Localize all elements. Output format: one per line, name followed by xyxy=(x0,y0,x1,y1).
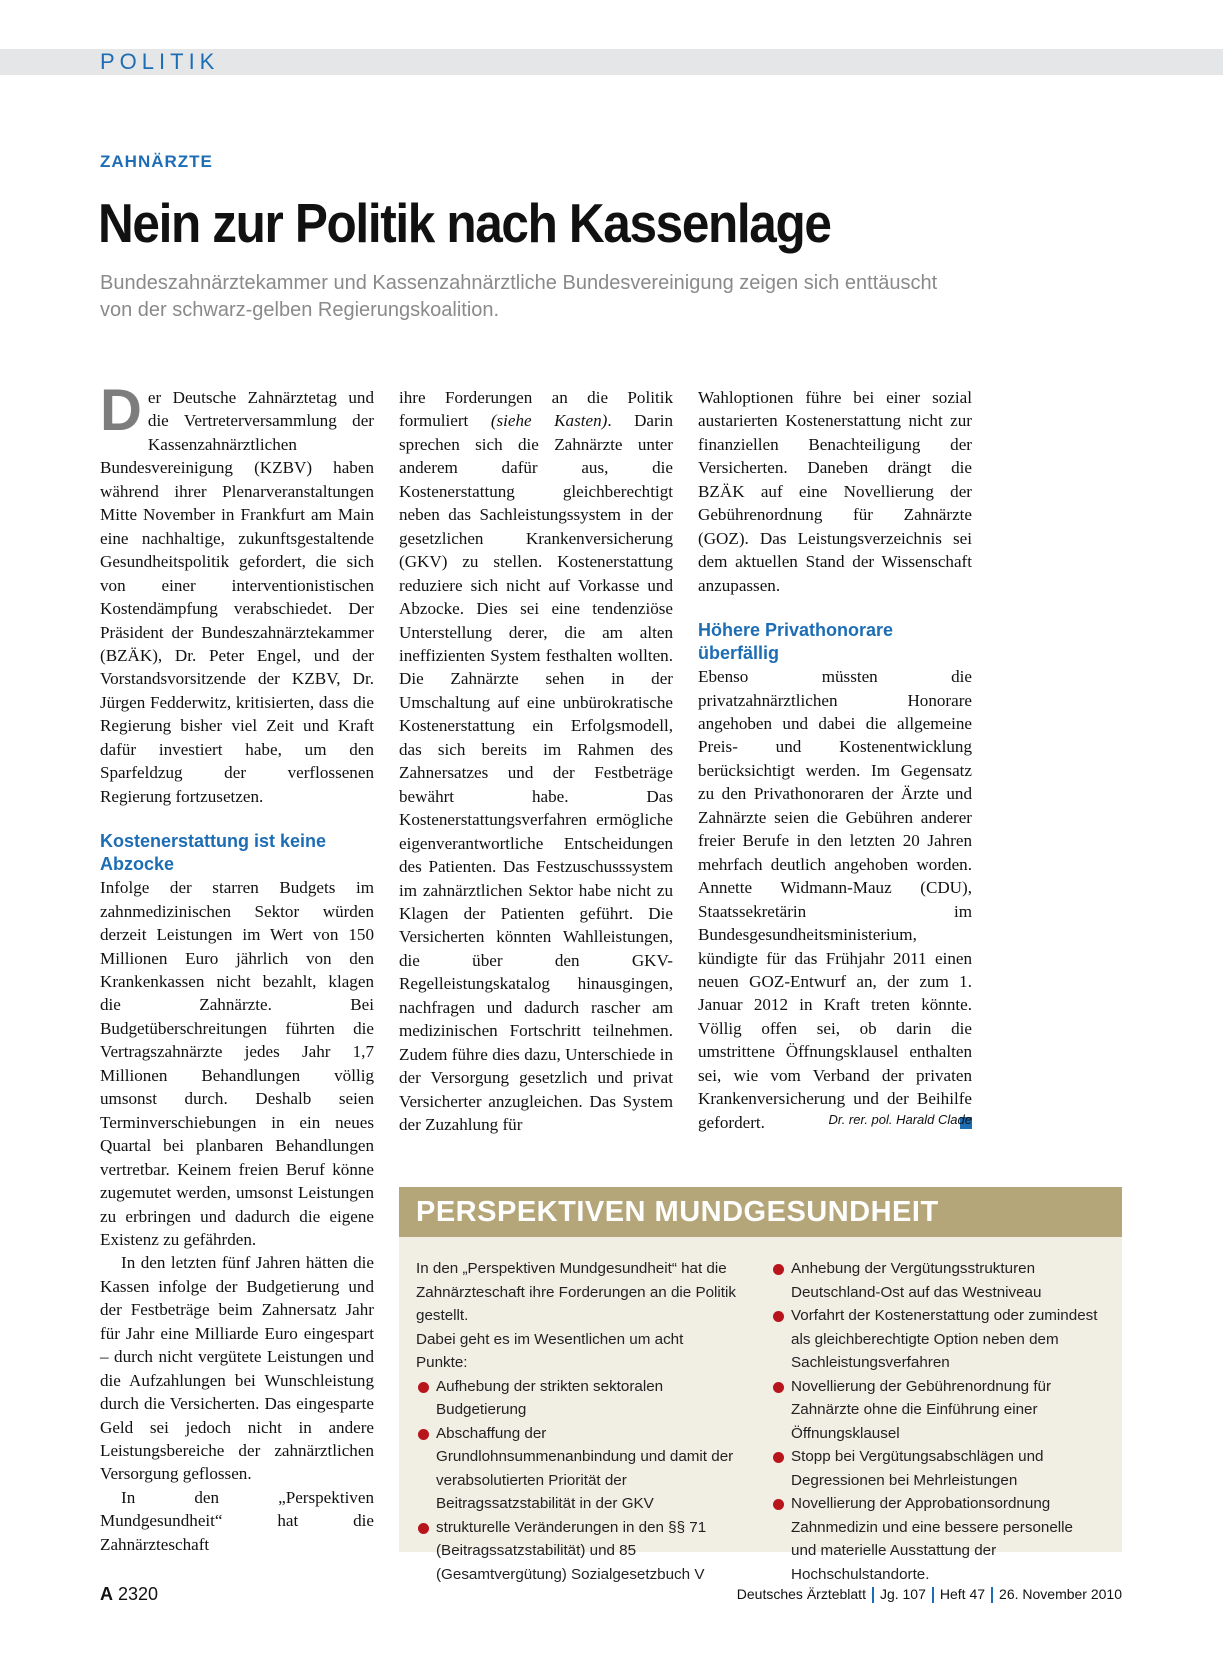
list-item xyxy=(416,1422,736,1516)
list-item-text: Novellierung der Approbationsordnung Zahnmedizin und eine bessere personelle und materielle Ausstattung der Hochschulstandorte. xyxy=(791,1495,1073,1583)
list-item xyxy=(416,1516,736,1587)
separator xyxy=(932,1587,934,1603)
info-box-list xyxy=(771,1257,1101,1586)
info-box xyxy=(399,1237,1122,1583)
info-box-header xyxy=(399,1187,1122,1237)
bullet-icon xyxy=(418,1382,429,1393)
bullet-icon xyxy=(418,1523,429,1534)
paragraph: In den letzten fünf Jahren hätten die Kassen infolge der Budgetierung und der Festbeträge beim Zahnersatz Jahr für Jahr eine Milliarde Euro eingespart – durch nicht vergütete Leistungen und die Aufzahlungen bei Wunschleistung durch die Versicherten. Das eingesparte Geld sei jedoch nicht in andere Leistungsbereiche der zahnärztlichen Versorgung geflossen. xyxy=(100,1253,374,1484)
paragraph: Infolge der starren Budgets im zahnmedizinischen Sektor würden derzeit Leistungen im Wert von 150 Millionen Euro jährlich von den Krankenkassen nicht bezahlt, klagen die Zahnärzte. Bei Budgetüberschreitungen führten die Vertragszahnärzte jedes Jahr 1,7 Millionen Behandlungen völlig umsonst durch. Deshalb seien Terminverschiebungen in ein neues Quartal bei planbaren Behandlungen vertretbar. Keinem freien Beruf könne zugemutet werden, umsonst Leistungen zu erbringen und dadurch die eigene Existenz zu gefährden. xyxy=(100,878,374,1249)
paragraph xyxy=(399,386,673,1137)
info-box-list xyxy=(416,1375,736,1587)
article-column-1 xyxy=(100,378,374,1556)
list-item-text: Abschaffung der Grundlohnsummenanbindung und damit der verabsolutierten Priorität der Beitragssatzstabilität in der GKV xyxy=(436,1424,734,1512)
journal-issue: Heft 47 xyxy=(939,1586,986,1602)
list-item-text: Anhebung der Vergütungsstrukturen Deutschland-Ost auf das Westniveau xyxy=(791,1260,1042,1301)
page-prefix: A xyxy=(100,1584,113,1604)
list-item xyxy=(771,1375,1101,1446)
bullet-icon xyxy=(418,1429,429,1440)
list-item-text: Aufhebung der strikten sektoralen Budgetierung xyxy=(436,1377,664,1418)
article-title: Nein zur Politik nach Kassenlage xyxy=(98,192,831,254)
author-byline: Dr. rer. pol. Harald Clade xyxy=(828,1112,972,1127)
paragraph-text: ihre Forderungen an die Politik formuliert xyxy=(399,388,673,431)
page-number-value: 2320 xyxy=(118,1584,159,1604)
list-item xyxy=(771,1445,1101,1492)
paragraph-text: . Darin sprechen sich die Zahnärzte unter anderem dafür aus, die Kostenerstattung gleichberechtigt neben das Sachleistungssystem in der gesetzlichen Krankenversicherung (GKV) zu stellen. Kostenerstattung reduziere sich nicht auf Vorkasse und Abzocke. Dies sei eine tendenziöse Unterstellung derer, die am alten ineffizienten System festhalten wollten. Die Zahnärzte sehen in der Umschaltung auf eine unbürokratische Kostenerstattung ein Erfolgsmodell, das sich bereits im Rahmen des Zahnersatzes und der Festbeträge bewährt habe. Das Kostenerstattungsverfahren ermögliche eigenverantwortliche Entscheidungen des Patienten. Das Festzuschusssystem im zahnärztlichen Sektor habe nicht zu Klagen der Patienten geführt. Die Versicherten könnten Wahlleistungen, die über den GKV-Regelleistungskatalog hinausgingen, nachfragen und dadurch rascher am medizinischen Fortschritt teilnehmen. Zudem führe dies dazu, Unterschiede in der Versorgung gesetzlich und privat Versicherter anzugleichen. Das System der Zuzahlung für xyxy=(399,411,674,1135)
list-item-text: Vorfahrt der Kostenerstattung oder zumindest als gleichberechtigte Option neben dem Sachleistungsverfahren xyxy=(791,1307,1098,1371)
list-item-text: strukturelle Veränderungen in den §§ 71 (Beitragssatzstabilität) und 85 (Gesamtvergütung) Sozialgesetzbuch V xyxy=(436,1518,707,1583)
list-item xyxy=(771,1257,1101,1304)
bullet-icon xyxy=(773,1264,784,1275)
bullet-icon xyxy=(773,1382,784,1393)
paragraph: In den „Perspektiven Mundgesundheit“ hat die Zahnärzteschaft xyxy=(100,1487,374,1554)
drop-cap: D xyxy=(100,378,142,443)
paragraph: Wahloptionen führe bei einer sozial austarierten Kostenerstattung nicht zur finanziellen Benachteiligung der Versicherten. Daneben drängt die BZÄK auf eine Novellierung der Gebührenordnung für Zahnärzte (GOZ). Das Leistungsverzeichnis sei dem aktuellen Stand der Wissenschaft anzupassen. xyxy=(698,388,972,595)
bullet-icon xyxy=(773,1311,784,1322)
separator xyxy=(991,1587,993,1603)
bullet-icon xyxy=(773,1452,784,1463)
info-box-column-2 xyxy=(771,1257,1101,1586)
subheading: Höhere Privathonorare überfällig xyxy=(698,620,894,664)
list-item-text: Novellierung der Gebührenordnung für Zahnärzte ohne die Einführung einer Öffnungsklausel xyxy=(791,1377,1052,1442)
journal-name: Deutsches Ärzteblatt xyxy=(736,1586,866,1602)
info-box-title: PERSPEKTIVEN MUNDGESUNDHEIT xyxy=(416,1196,939,1228)
paragraph-text: er Deutsche Zahnärztetag und die Vertreterversammlung der Kassenzahnärztlichen Bundesvereinigung (KZBV) haben während ihrer Plenarveranstaltungen Mitte November in Frankfurt am Main eine nachhaltige, zukunftsgestaltende Gesundheitspolitik gefordert, die sich von einer interventionistischen Kostendämpfung verabschiedet. Der Präsident der Bundeszahnärztekammer (BZÄK), Dr. Peter Engel, und der Vorstandsvorsitzende der KZBV, Dr. Jürgen Fedderwitz, kritisierten, dass die Regierung bisher viel Zeit und Kraft dafür investiert habe, um den Sparfeldzug der verflossenen Regierung fortzusetzen. xyxy=(100,388,374,806)
separator xyxy=(872,1587,874,1603)
article-column-2 xyxy=(399,386,673,1137)
bullet-icon xyxy=(773,1499,784,1510)
paragraph xyxy=(100,378,374,808)
info-box-column-1 xyxy=(416,1257,736,1586)
box-reference: (siehe Kasten) xyxy=(490,411,608,431)
info-box-intro: In den „Perspektiven Mundgesundheit“ hat die Zahnärzteschaft ihre Forderungen an die Politik gestellt. xyxy=(416,1260,736,1324)
list-item xyxy=(771,1492,1101,1586)
list-item xyxy=(416,1375,736,1422)
article-kicker: ZAHNÄRZTE xyxy=(100,152,213,171)
issue-date: 26. November 2010 xyxy=(999,1586,1122,1602)
list-item-text: Stopp bei Vergütungsabschlägen und Degressionen bei Mehrleistungen xyxy=(791,1448,1044,1489)
journal-volume: Jg. 107 xyxy=(879,1586,926,1602)
list-item xyxy=(771,1304,1101,1375)
footer-citation xyxy=(737,1586,1122,1603)
article-subtitle: Bundeszahnärztekammer und Kassenzahnärztliche Bundesvereinigung zeigen sich enttäuscht von der schwarz-gelben Regierungskoalition. xyxy=(100,272,938,321)
article-column-3 xyxy=(698,386,972,1134)
subheading: Kostenerstattung ist keine Abzocke xyxy=(100,831,327,875)
section-label: POLITIK xyxy=(100,49,220,74)
paragraph-text: Ebenso müssten die privatzahnärztlichen Honorare angehoben und dabei die allgemeine Preis- und Kostenentwicklung berücksichtigt werden. Im Gegensatz zu den Privathonoraren der Ärzte und Zahnärzte seien die Gebühren anderer freier Berufe in den letzten 20 Jahren mehrfach deutlich angehoben worden. Annette Widmann-Mauz (CDU), Staatssekretärin im Bundesgesundheitsministerium, kündigte für das Frühjahr 2011 einen neuen GOZ-Entwurf an, der zum 1. Januar 2012 in Kraft treten könnte. Völlig offen sei, ob darin die umstrittene Öffnungsklausel enthalten sei, wie vom Verband der privaten Krankenversicherung und der Beihilfe gefordert. xyxy=(698,667,972,1132)
page-number xyxy=(100,1584,158,1605)
info-box-intro: Dabei geht es im Wesentlichen um acht Punkte: xyxy=(416,1330,684,1371)
paragraph xyxy=(698,665,972,1134)
